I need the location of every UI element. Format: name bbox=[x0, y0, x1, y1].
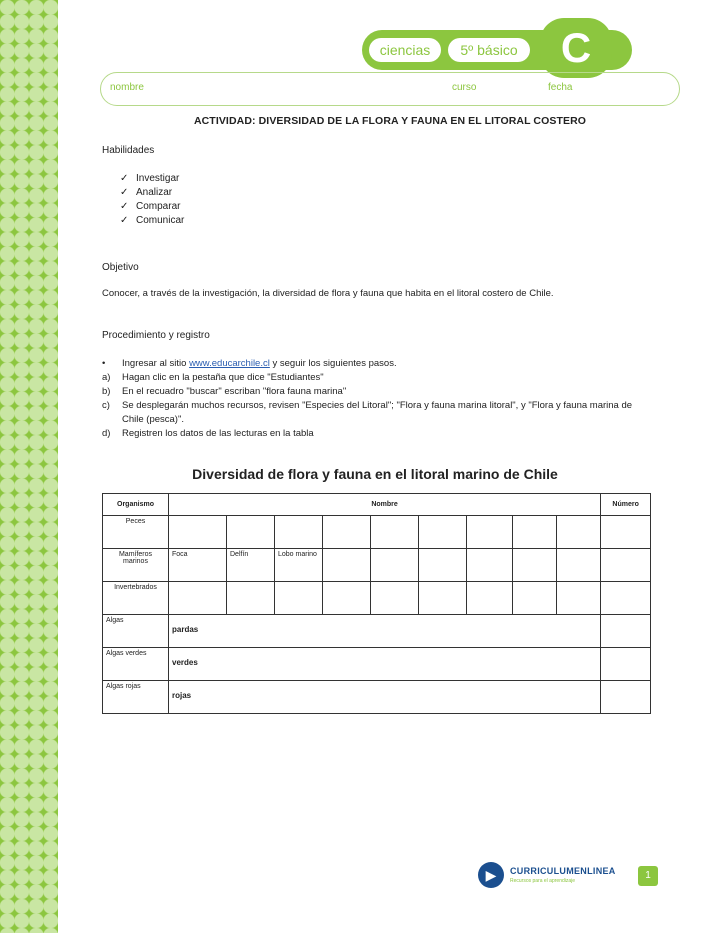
table-cell[interactable] bbox=[371, 549, 419, 582]
step-item: • Ingresar al sitio www.educarchile.cl y seguir los siguientes pasos. bbox=[102, 358, 397, 369]
check-icon: ✓ bbox=[120, 173, 129, 184]
educarchile-link[interactable]: www.educarchile.cl bbox=[189, 358, 270, 369]
number-header: Número bbox=[601, 494, 651, 516]
table-cell[interactable] bbox=[275, 516, 323, 549]
merged-cell[interactable]: verdes bbox=[169, 648, 601, 681]
skills-heading: Habilidades bbox=[102, 145, 155, 156]
step-item: a) Hagan clic en la pestaña que dice "Estudiantes" bbox=[102, 372, 324, 383]
logo-subtitle: Recursos para el aprendizaje bbox=[510, 878, 576, 884]
table-cell[interactable] bbox=[227, 582, 275, 615]
step-item: d) Registren los datos de las lecturas en la tabla bbox=[102, 428, 314, 439]
objective-text: Conocer, a través de la investigación, la diversidad de flora y fauna que habita en el litoral costero de Chile. bbox=[102, 288, 554, 299]
logo-text: CURRICULUMENLINEA bbox=[510, 866, 616, 876]
organism-cell: Invertebrados bbox=[103, 582, 169, 615]
number-cell[interactable] bbox=[601, 549, 651, 582]
objective-heading: Objetivo bbox=[102, 262, 139, 273]
table-cell[interactable]: Delfín bbox=[227, 549, 275, 582]
organism-cell: Mamíferos marinos bbox=[103, 549, 169, 582]
table-cell[interactable] bbox=[513, 582, 557, 615]
number-cell[interactable] bbox=[601, 615, 651, 648]
level-pill: 5º básico bbox=[448, 38, 530, 62]
table-cell[interactable] bbox=[323, 516, 371, 549]
table-cell[interactable] bbox=[557, 549, 601, 582]
table-cell[interactable] bbox=[419, 549, 467, 582]
table-row bbox=[103, 648, 651, 681]
merged-cell[interactable]: rojas bbox=[169, 681, 601, 714]
names-header: Nombre bbox=[169, 494, 601, 516]
organism-header: Organismo bbox=[103, 494, 169, 516]
table-cell[interactable] bbox=[371, 582, 419, 615]
curriculum-logo[interactable] bbox=[478, 862, 628, 890]
step-item: b) En el recuadro "buscar" escriban "flora fauna marina" bbox=[102, 386, 347, 397]
procedure-heading: Procedimiento y registro bbox=[102, 330, 210, 341]
organism-cell: Algas rojas bbox=[103, 681, 169, 714]
skills-list bbox=[120, 172, 184, 228]
table-header-row bbox=[103, 494, 651, 516]
number-cell[interactable] bbox=[601, 516, 651, 549]
decorative-side-strip bbox=[0, 0, 58, 933]
table-cell[interactable] bbox=[275, 582, 323, 615]
table-cell[interactable] bbox=[419, 516, 467, 549]
merged-cell[interactable]: pardas bbox=[169, 615, 601, 648]
table-cell[interactable]: Lobo marino bbox=[275, 549, 323, 582]
activity-title: ACTIVIDAD: DIVERSIDAD DE LA FLORA Y FAUNA EN EL LITORAL COSTERO bbox=[193, 115, 587, 127]
table-row bbox=[103, 516, 651, 549]
number-cell[interactable] bbox=[601, 582, 651, 615]
table-cell[interactable] bbox=[557, 582, 601, 615]
skill-item: ✓ Comparar bbox=[120, 201, 181, 212]
table-cell[interactable] bbox=[467, 549, 513, 582]
table-title: Diversidad de flora y fauna en el litoral marino de Chile bbox=[192, 466, 558, 482]
name-label: nombre bbox=[110, 82, 144, 93]
table-row bbox=[103, 582, 651, 615]
table-cell[interactable] bbox=[467, 516, 513, 549]
skill-item: ✓ Analizar bbox=[120, 187, 173, 198]
table-cell[interactable]: Foca bbox=[169, 549, 227, 582]
table-row bbox=[103, 615, 651, 648]
skill-item: ✓ Comunicar bbox=[120, 215, 185, 226]
number-cell[interactable] bbox=[601, 681, 651, 714]
subject-pill: ciencias bbox=[369, 38, 441, 62]
check-icon: ✓ bbox=[120, 215, 129, 226]
organism-cell: Peces bbox=[103, 516, 169, 549]
table-cell[interactable] bbox=[371, 516, 419, 549]
check-icon: ✓ bbox=[120, 201, 129, 212]
diversity-table bbox=[102, 493, 651, 714]
table-row bbox=[103, 681, 651, 714]
step-item: c) Se desplegarán muchos recursos, revisen "Especies del Litoral"; "Flora y fauna marina litoral", y "Flora y fauna marina de Chile (pesca)". bbox=[102, 400, 633, 425]
subject-badge: C bbox=[540, 18, 612, 78]
table-cell[interactable] bbox=[227, 516, 275, 549]
table-cell[interactable] bbox=[557, 516, 601, 549]
table-cell[interactable] bbox=[513, 549, 557, 582]
table-row bbox=[103, 549, 651, 582]
organism-cell: Algas bbox=[103, 615, 169, 648]
table-cell[interactable] bbox=[323, 549, 371, 582]
procedure-steps bbox=[102, 357, 652, 441]
check-icon: ✓ bbox=[120, 187, 129, 198]
table-cell[interactable] bbox=[513, 516, 557, 549]
student-info-field[interactable] bbox=[100, 72, 680, 106]
table-cell[interactable] bbox=[323, 582, 371, 615]
table-cell[interactable] bbox=[419, 582, 467, 615]
date-label: fecha bbox=[548, 82, 573, 93]
play-icon: ▶ bbox=[478, 862, 504, 888]
course-label: curso bbox=[452, 82, 477, 93]
organism-cell: Algas verdes bbox=[103, 648, 169, 681]
table-cell[interactable] bbox=[169, 582, 227, 615]
table-cell[interactable] bbox=[169, 516, 227, 549]
number-cell[interactable] bbox=[601, 648, 651, 681]
table-cell[interactable] bbox=[467, 582, 513, 615]
skill-item: ✓ Investigar bbox=[120, 173, 180, 184]
page-number: 1 bbox=[638, 866, 658, 886]
